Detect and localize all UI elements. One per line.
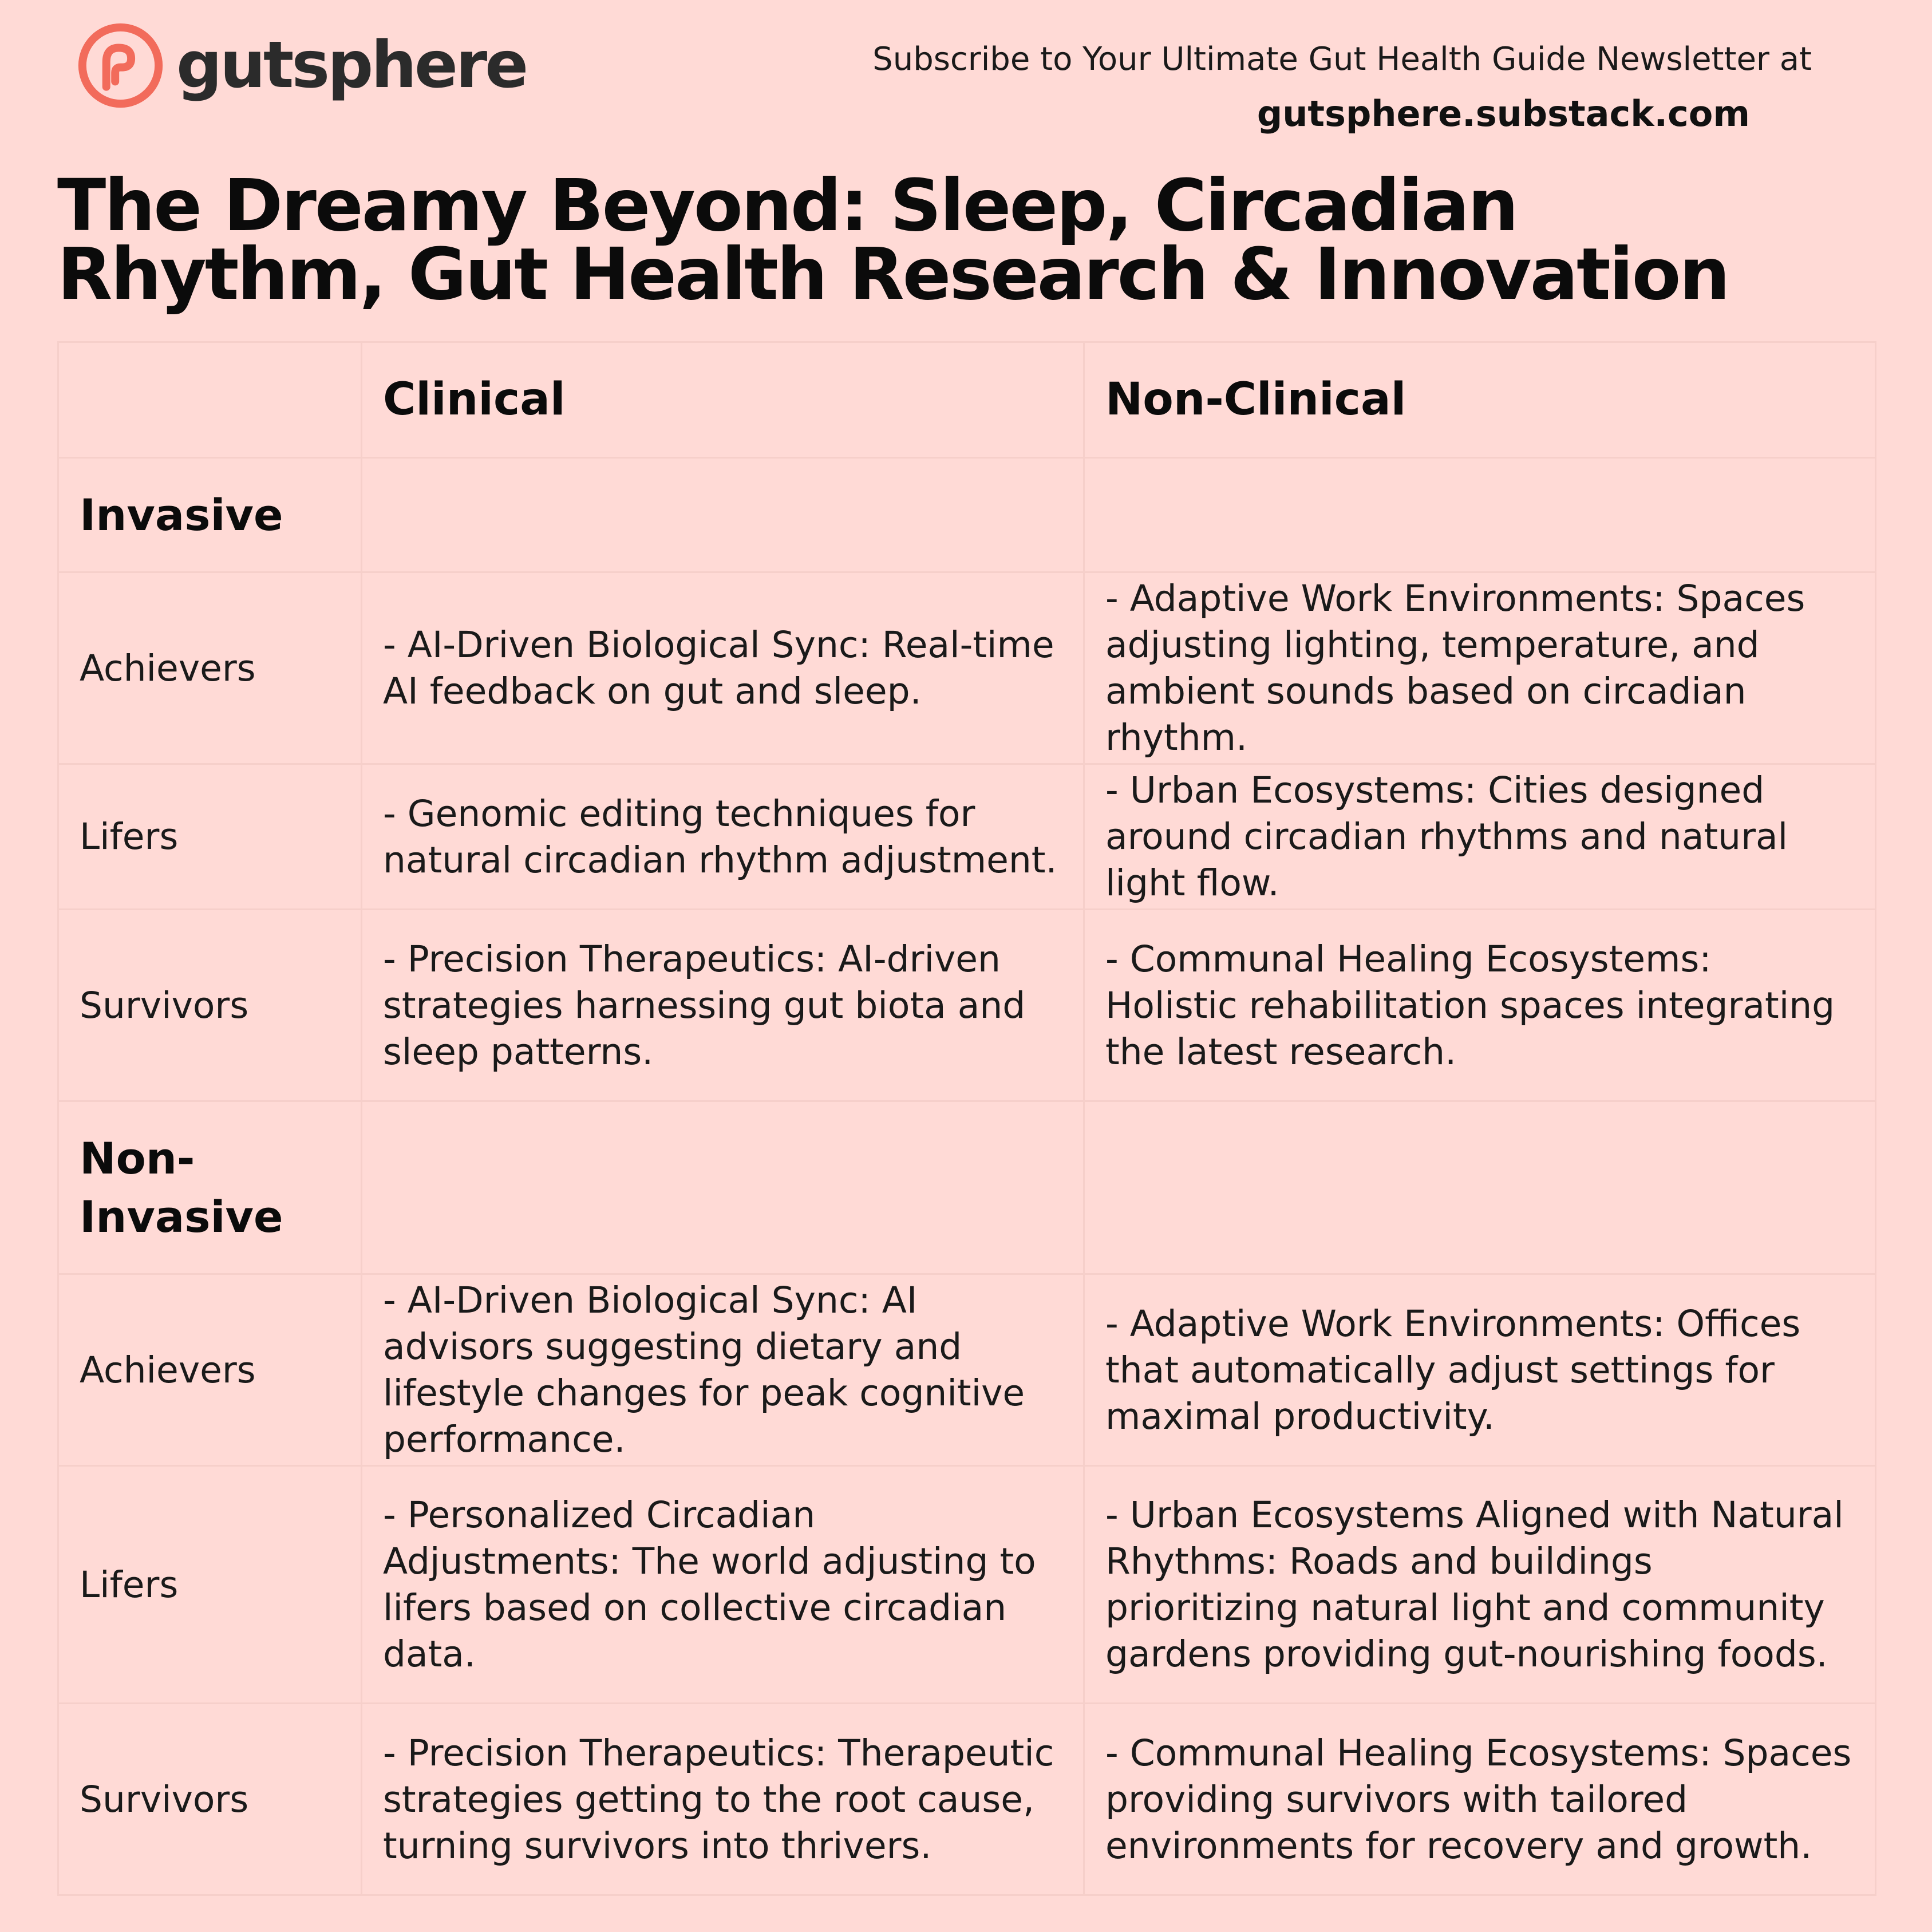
table-row — [58, 764, 1876, 910]
intestine-circle-icon — [76, 21, 165, 110]
subscribe-text: Subscribe to Your Ultimate Gut Health Guide Newsletter at — [872, 41, 1812, 78]
table-row — [58, 1704, 1876, 1895]
header-clinical: Clinical — [362, 342, 1084, 458]
page-title: The Dreamy Beyond: Sleep, Circadian Rhythm, Gut Health Research & Innovation — [57, 164, 1729, 316]
section-row-non-invasive — [58, 1101, 1876, 1274]
non-clinical-cell: - Urban Ecosystems Aligned with Natural Rhythms: Roads and buildings prioritizing natural light and community gardens providing gut-nourishing foods. — [1084, 1466, 1876, 1704]
section-row-invasive — [58, 458, 1876, 572]
clinical-cell: - Precision Therapeutics: Therapeutic strategies getting to the root cause, turning survivors into thrivers. — [362, 1704, 1084, 1895]
table-header-row — [58, 342, 1876, 458]
clinical-cell: - Personalized Circadian Adjustments: The world adjusting to lifers based on collective circadian data. — [362, 1466, 1084, 1704]
empty-cell — [1084, 458, 1876, 572]
non-clinical-cell: - Communal Healing Ecosystems: Holistic rehabilitation spaces integrating the latest research. — [1084, 910, 1876, 1101]
subscribe-link[interactable]: gutsphere.substack.com — [1257, 93, 1750, 135]
brand-name: gutsphere — [176, 28, 527, 102]
group-label: Lifers — [58, 1466, 362, 1704]
group-label: Survivors — [58, 1704, 362, 1895]
empty-cell — [1084, 1101, 1876, 1274]
clinical-cell: - Genomic editing techniques for natural circadian rhythm adjustment. — [362, 764, 1084, 910]
table-row — [58, 572, 1876, 764]
innovation-table — [57, 341, 1876, 1896]
group-label: Achievers — [58, 1274, 362, 1466]
clinical-cell: - AI-Driven Biological Sync: AI advisors suggesting dietary and lifestyle changes for peak cognitive performance. — [362, 1274, 1084, 1466]
empty-cell — [362, 1101, 1084, 1274]
table-row — [58, 1466, 1876, 1704]
brand-logo[interactable] — [76, 19, 526, 111]
header-non-clinical: Non-Clinical — [1084, 342, 1876, 458]
section-label: Non-Invasive — [58, 1101, 362, 1274]
group-label: Lifers — [58, 764, 362, 910]
non-clinical-cell: - Urban Ecosystems: Cities designed around circadian rhythms and natural light flow. — [1084, 764, 1876, 910]
group-label: Survivors — [58, 910, 362, 1101]
non-clinical-cell: - Adaptive Work Environments: Spaces adjusting lighting, temperature, and ambient sounds based on circadian rhythm. — [1084, 572, 1876, 764]
table-row — [58, 1274, 1876, 1466]
non-clinical-cell: - Adaptive Work Environments: Offices that automatically adjust settings for maximal productivity. — [1084, 1274, 1876, 1466]
section-label: Invasive — [58, 458, 362, 572]
header-corner-cell — [58, 342, 362, 458]
table-row — [58, 910, 1876, 1101]
empty-cell — [362, 458, 1084, 572]
clinical-cell: - Precision Therapeutics: AI-driven strategies harnessing gut biota and sleep patterns. — [362, 910, 1084, 1101]
group-label: Achievers — [58, 572, 362, 764]
clinical-cell: - AI-Driven Biological Sync: Real-time AI feedback on gut and sleep. — [362, 572, 1084, 764]
non-clinical-cell: - Communal Healing Ecosystems: Spaces providing survivors with tailored environments for recovery and growth. — [1084, 1704, 1876, 1895]
